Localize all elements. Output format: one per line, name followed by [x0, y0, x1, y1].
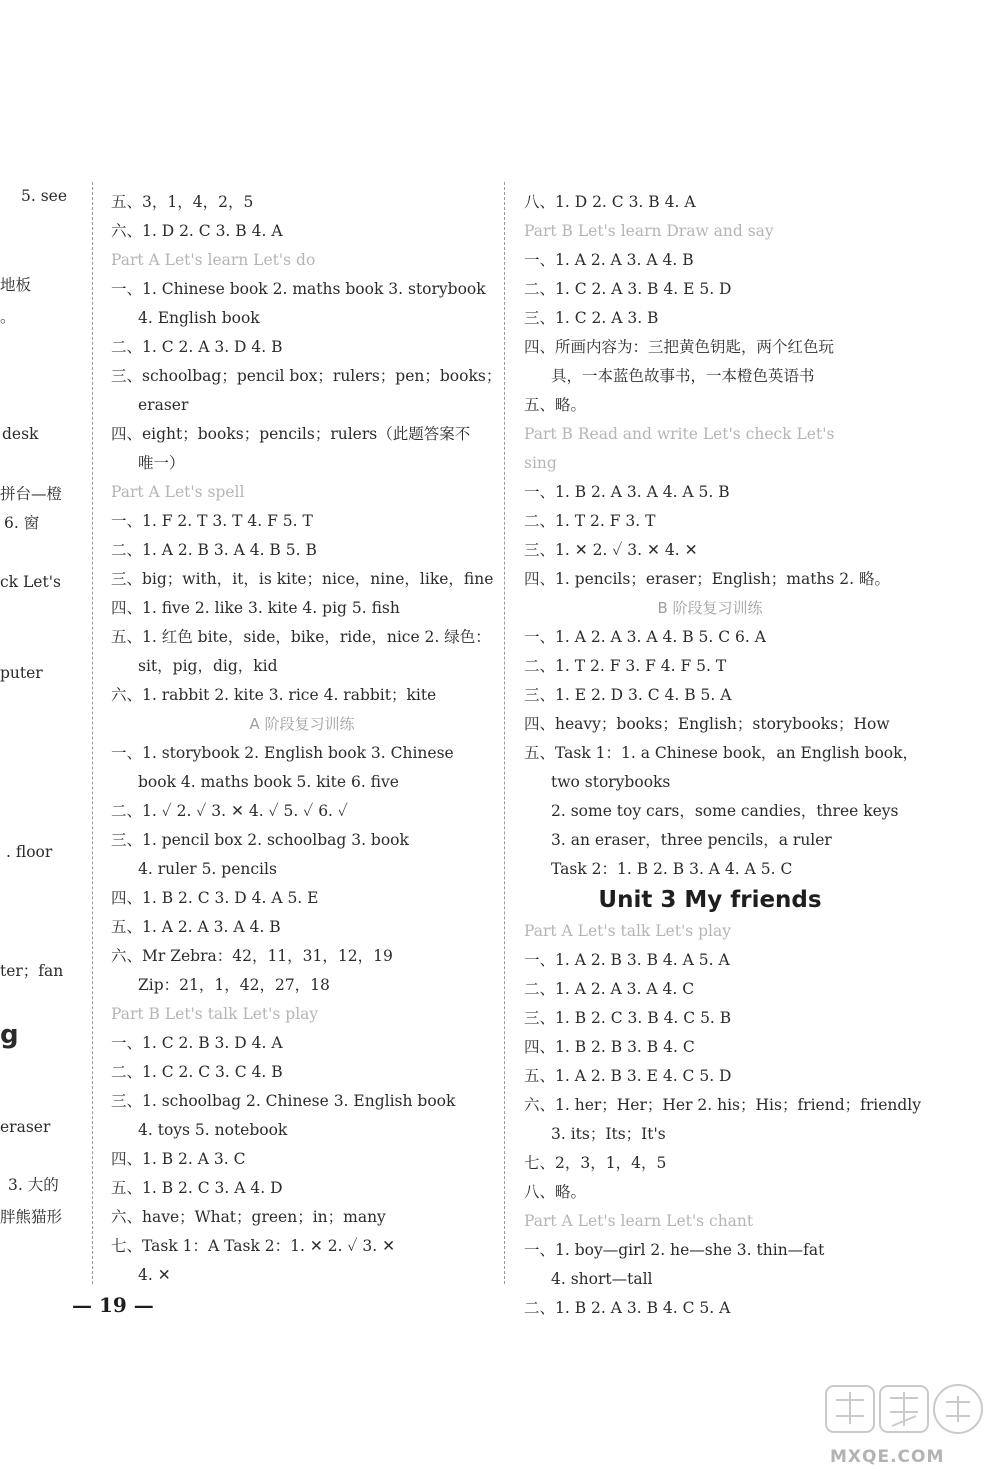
answer-line: 六、have；What；green；in；many: [111, 1208, 386, 1226]
answer-line: 4. toys 5. notebook: [138, 1121, 288, 1139]
answer-line: 一、1. storybook 2. English book 3. Chinese: [111, 744, 454, 762]
part-heading: sing: [524, 454, 557, 472]
answer-line: Task 2：1. B 2. B 3. A 4. A 5. C: [551, 860, 793, 878]
answer-line: 八、略。: [524, 1183, 587, 1201]
left-fragment: 。: [0, 308, 16, 326]
answer-line: 一、1. A 2. A 3. A 4. B 5. C 6. A: [524, 628, 766, 646]
part-heading: Part A Let's learn Let's chant: [524, 1212, 754, 1230]
answer-line: 五、略。: [524, 396, 587, 414]
left-fragment: desk: [2, 425, 39, 443]
answer-line: 四、1. B 2. A 3. C: [111, 1150, 246, 1168]
answer-line: 一、1. A 2. A 3. A 4. B: [524, 251, 694, 269]
answer-line: 三、schoolbag；pencil box；rulers；pen；books；: [111, 367, 502, 385]
answer-line: 一、1. C 2. B 3. D 4. A: [111, 1034, 283, 1052]
left-fragment: 6. 窗: [4, 514, 40, 532]
answer-line: 一、1. Chinese book 2. maths book 3. storybook: [111, 280, 486, 298]
answer-line: 一、1. F 2. T 3. T 4. F 5. T: [111, 512, 313, 530]
answer-line: 七、Task 1：A Task 2：1. ✕ 2. ✓ 3. ✕: [111, 1237, 396, 1255]
left-fragment: ter；fan: [0, 962, 64, 980]
answer-line: 三、1. E 2. D 3. C 4. B 5. A: [524, 686, 732, 704]
left-fragment: puter: [0, 664, 43, 682]
answer-line: 二、1. ✓ 2. ✓ 3. ✕ 4. ✓ 5. ✓ 6. ✓: [111, 802, 348, 820]
left-fragment: 5. see: [21, 187, 68, 205]
answer-line: 三、big；with，it，is kite；nice，nine，like，fine: [111, 570, 494, 588]
answer-line: 二、1. T 2. F 3. F 4. F 5. T: [524, 657, 727, 675]
answer-line: 四、所画内容为：三把黄色钥匙，两个红色玩: [524, 338, 835, 356]
answer-line: 八、1. D 2. C 3. B 4. A: [524, 193, 696, 211]
answer-line: 六、Mr Zebra：42，11，31，12，19: [111, 947, 393, 965]
answer-line: 二、1. C 2. A 3. D 4. B: [111, 338, 283, 356]
answer-line: sit，pig，dig，kid: [138, 657, 278, 675]
answer-line: 四、1. B 2. C 3. D 4. A 5. E: [111, 889, 319, 907]
answer-line: 二、1. C 2. A 3. B 4. E 5. D: [524, 280, 732, 298]
answer-line: 三、1. pencil box 2. schoolbag 3. book: [111, 831, 409, 849]
answer-line: 3. its；Its；It's: [551, 1125, 666, 1143]
left-fragment: ck Let's: [0, 573, 61, 591]
column-divider: [92, 182, 93, 1284]
answer-line: 四、eight；books；pencils；rulers（此题答案不: [111, 425, 471, 443]
answer-line: 五、1. 红色 bite，side，bike，ride，nice 2. 绿色：: [111, 628, 491, 646]
left-fragment: eraser: [0, 1118, 51, 1136]
answer-line: 七、2，3，1，4，5: [524, 1154, 667, 1172]
answer-line: 一、1. A 2. B 3. B 4. A 5. A: [524, 951, 730, 969]
page-number: — 19 —: [72, 1293, 154, 1317]
right-answer-column: [524, 188, 922, 1323]
answer-line: 二、1. B 2. A 3. B 4. C 5. A: [524, 1299, 731, 1317]
answer-line: 二、1. A 2. B 3. A 4. B 5. B: [111, 541, 317, 559]
answer-line: 五、1. A 2. A 3. A 4. B: [111, 918, 281, 936]
answer-line: 4. ✕: [138, 1266, 171, 1284]
answer-line: 3. an eraser，three pencils，a ruler: [551, 831, 832, 849]
part-heading: Part B Let's learn Draw and say: [524, 222, 774, 240]
answer-line: 三、1. schoolbag 2. Chinese 3. English book: [111, 1092, 456, 1110]
answer-line: 4. ruler 5. pencils: [138, 860, 277, 878]
answer-line: 五、Task 1：1. a Chinese book，an English book，: [524, 744, 919, 762]
answer-line: 四、1. pencils；eraser；English；maths 2. 略。: [524, 570, 891, 588]
answer-line: Zip：21，1，42，27，18: [138, 976, 330, 994]
answer-line: 二、1. C 2. C 3. C 4. B: [111, 1063, 283, 1081]
answer-line: 六、1. D 2. C 3. B 4. A: [111, 222, 283, 240]
answer-line: 二、1. A 2. A 3. A 4. C: [524, 980, 695, 998]
part-heading: Part A Let's talk Let's play: [524, 922, 731, 940]
answer-line: two storybooks: [551, 773, 671, 791]
review-section-heading: B 阶段复习训练: [657, 599, 763, 617]
answer-line: 三、1. ✕ 2. ✓ 3. ✕ 4. ✕: [524, 541, 698, 559]
answer-line: 具，一本蓝色故事书，一本橙色英语书: [551, 367, 815, 385]
answer-line: 三、1. B 2. C 3. B 4. C 5. B: [524, 1009, 732, 1027]
watermark-logo: [822, 1382, 992, 1468]
part-heading: Part B Read and write Let's check Let's: [524, 425, 835, 443]
answer-line: 三、1. C 2. A 3. B: [524, 309, 659, 327]
part-heading: Part B Let's talk Let's play: [111, 1005, 319, 1023]
answer-line: 五、1. A 2. B 3. E 4. C 5. D: [524, 1067, 732, 1085]
answer-line: 二、1. T 2. F 3. T: [524, 512, 656, 530]
part-heading: Part A Let's learn Let's do: [111, 251, 316, 269]
answer-line: 四、1. B 2. B 3. B 4. C: [524, 1038, 695, 1056]
part-heading: Part A Let's spell: [111, 483, 245, 501]
answer-line: 2. some toy cars，some candies，three keys: [551, 802, 899, 820]
left-fragment: 胖熊猫形: [0, 1208, 63, 1226]
answer-line: 四、1. five 2. like 3. kite 4. pig 5. fish: [111, 599, 400, 617]
answer-line: 一、1. B 2. A 3. A 4. A 5. B: [524, 483, 730, 501]
left-fragment: . floor: [6, 843, 53, 861]
answer-line: eraser: [138, 396, 189, 414]
answer-line: 4. English book: [138, 309, 260, 327]
answer-line: 五、1. B 2. C 3. A 4. D: [111, 1179, 283, 1197]
left-fragment: 3. 大的: [8, 1176, 59, 1194]
left-fragment: g: [0, 1020, 19, 1050]
answer-line: 4. short—tall: [551, 1270, 653, 1288]
left-column-fragment: [0, 0, 86, 1300]
left-fragment: 拼台—橙: [0, 485, 63, 503]
unit-heading: Unit 3 My friends: [598, 887, 822, 913]
left-fragment: 地板: [0, 276, 32, 294]
answer-line: 六、1. rabbit 2. kite 3. rice 4. rabbit；kite: [111, 686, 437, 704]
watermark-url: MXQE.COM: [830, 1447, 945, 1467]
answer-line: 四、heavy；books；English；storybooks；How: [524, 715, 890, 733]
middle-answer-column: [111, 188, 502, 1290]
answer-line: book 4. maths book 5. kite 6. five: [138, 773, 399, 791]
review-section-heading: A 阶段复习训练: [249, 715, 355, 733]
column-divider: [504, 182, 505, 1284]
answer-line: 一、1. boy—girl 2. he—she 3. thin—fat: [524, 1241, 825, 1259]
answer-line: 五、3，1，4，2，5: [111, 193, 254, 211]
answer-line: 唯一）: [138, 454, 185, 472]
answer-line: 六、1. her；Her；Her 2. his；His；friend；friendly: [524, 1096, 922, 1114]
